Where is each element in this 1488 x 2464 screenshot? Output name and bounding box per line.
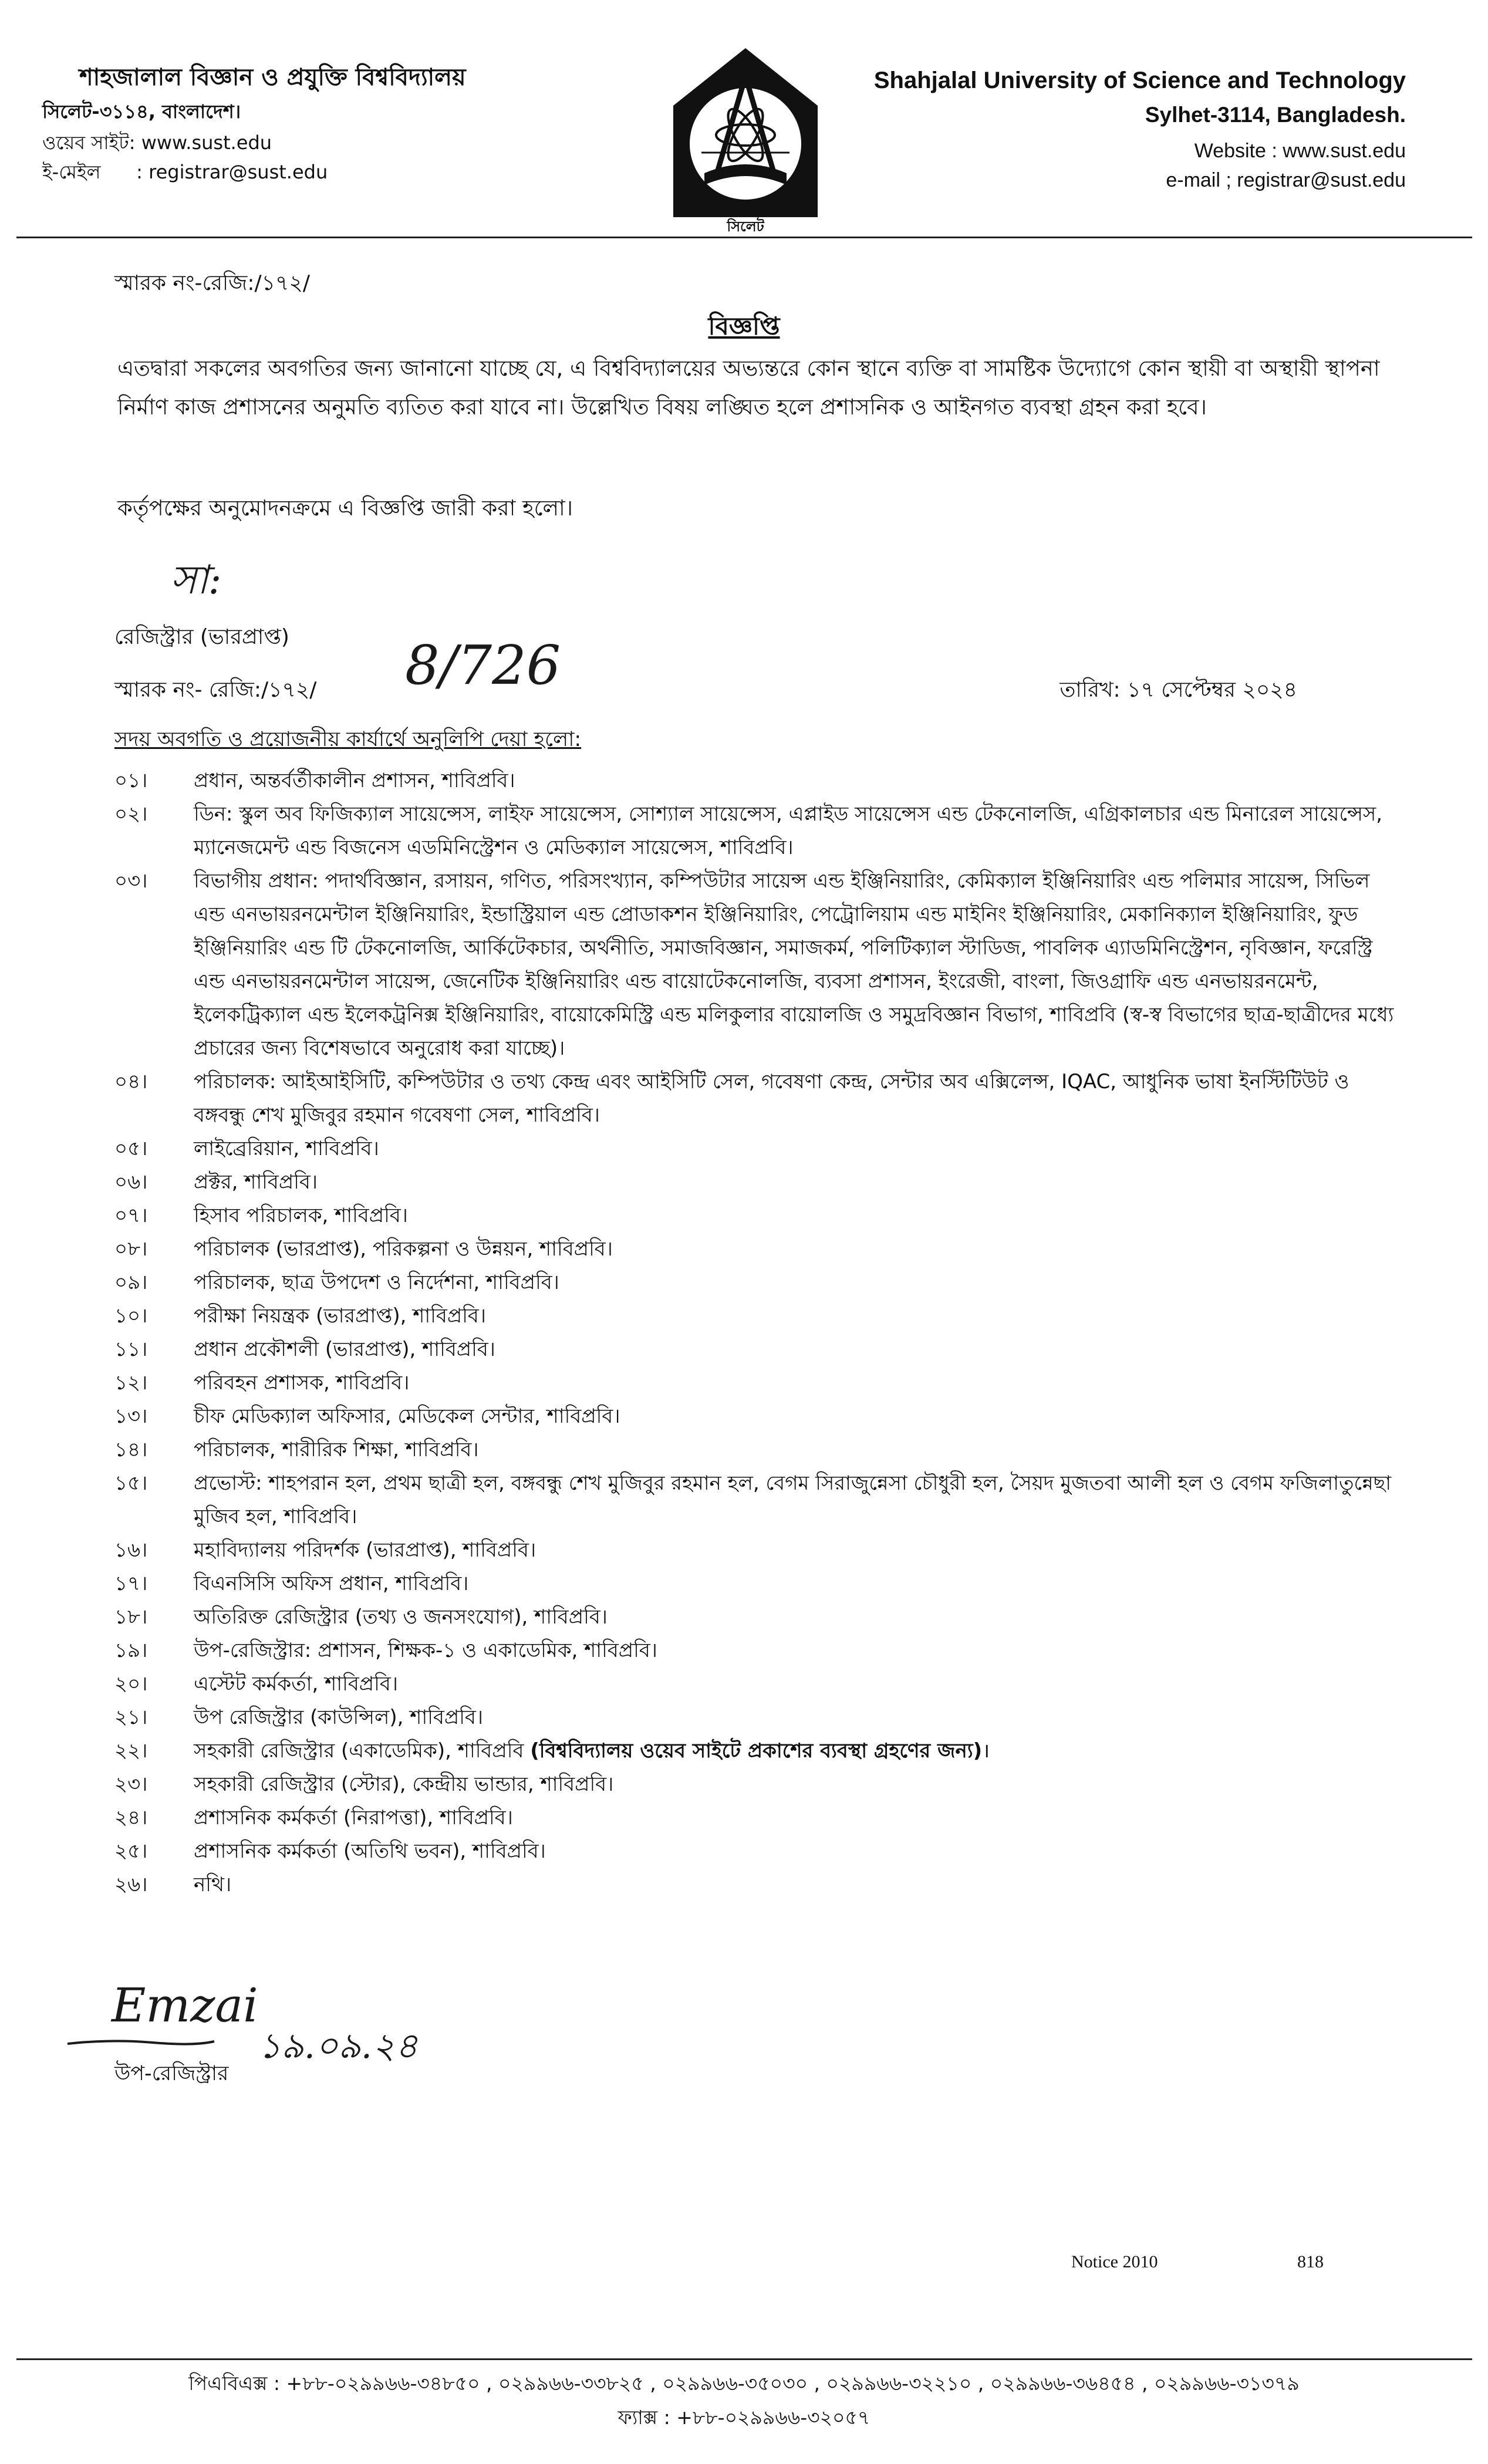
fax-number: ফ্যাক্স : +৮৮-০২৯৯৬৬-৩২০৫৭ (618, 2406, 870, 2429)
list-item: ০৪। পরিচালক: আইআইসিটি, কম্পিউটার ও তথ্য কেন্দ্র এবং আইসিটি সেল, গবেষণা কেন্দ্র, সেন্টার অব এক্সিলেন্স, IQAC, আধুনিক ভাষা ইনস্টিটিউট ও বঙ্গবন্ধু শেখ মুজিবুর রহমান গবেষণা সেল, শাবিপ্রবি। (114, 1070, 1349, 1127)
list-item: ০৬। প্রক্টর, শাবিপ্রবি। (114, 1170, 318, 1194)
list-item: ১৬। মহাবিদ্যালয় পরিদর্শক (ভারপ্রাপ্ত), শাবিপ্রবি। (114, 1538, 537, 1562)
list-item: ১৪। পরিচালক, শারীরিক শিক্ষা, শাবিপ্রবি। (114, 1438, 479, 1461)
email-line-bn (42, 157, 328, 189)
list-item: ১৮। অতিরিক্ত রেজিস্ট্রার (তথ্য ও জনসংযোগ), শাবিপ্রবি। (114, 1605, 608, 1629)
registrar-initial-signature: সা: (170, 557, 222, 603)
list-item: ১৩। চীফ মেডিক্যাল অফিসার, মেডিকেল সেন্টার, শাবিপ্রবি। (114, 1405, 620, 1428)
list-item: ১০। পরীক্ষা নিয়ন্ত্রক (ভারপ্রাপ্ত), শাবিপ্রবি। (114, 1304, 487, 1328)
registrar-designation: রেজিস্ট্রার (ভারপ্রাপ্ত) (114, 625, 289, 649)
deputy-registrar-signature: Emzai (112, 1978, 258, 2033)
page-code: 818 (1297, 2252, 1324, 2271)
list-item: ১২। পরিবহন প্রশাসক, শাবিপ্রবি। (114, 1371, 410, 1395)
email-link-bn[interactable]: : registrar@sust.edu (136, 161, 328, 183)
deputy-registrar-designation: উপ-রেজিস্ট্রার (114, 2062, 229, 2085)
university-name-bn: শাহজালাল বিজ্ঞান ও প্রযুক্তি বিশ্ববিদ্যালয় (79, 64, 466, 91)
list-item: ২৪। প্রশাসনিক কর্মকর্তা (নিরাপত্তা), শাবিপ্রবি। (114, 1806, 513, 1830)
list-item: ০৩। বিভাগীয় প্রধান: পদার্থবিজ্ঞান, রসায়ন, গণিত, পরিসংখ্যান, কম্পিউটার সায়েন্স এন্ড ইঞ্জিনিয়ারিং, কেমিক্যাল ইঞ্জিনিয়ারিং এন্ড পলিমার সায়েন্স, সিভিল এন্ড এনভায়রনমেন্টাল ইঞ্জিনিয়ারিং, ইন্ডাস্ট্রিয়াল এন্ড প্রোডাকশন ইঞ্জিনিয়ারিং, পেট্রোলিয়াম এন্ড মাইনিং ইঞ্জিনিয়ারিং, মেকানিক্যাল ইঞ্জিনিয়ারিং, ফুড ইঞ্জিনিয়ারিং এন্ড টি টেকনোলজি, আর্কিটেকচার, অর্থনীতি, সমাজবিজ্ঞান, সমাজকর্ম, পলিটিক্যাল স্টাডিজ, পাবলিক এ্যাডমিনিস্ট্রেশন, নৃবিজ্ঞান, ফরেস্ট্রি এন্ড এনভায়রনমেন্টাল সায়েন্স, জেনেটিক ইঞ্জিনিয়ারিং এন্ড বায়োটেকনোলজি, ব্যবসা প্রশাসন, ইংরেজী, বাংলা, জিওগ্রাফি এন্ড এনভায়রনমেন্ট, ইলেকট্রিক্যাল এন্ড ইলেকট্রনিক্স ইঞ্জিনিয়ারিং, বায়োকেমিস্ট্রি এন্ড মলিকুলার বায়োলজি ও সমুদ্রবিজ্ঞান বিভাগ, শাবিপ্রবি (স্ব-স্ব বিভাগের ছাত্র-ছাত্রীদের মধ্যে প্রচারের জন্য বিশেষভাবে অনুরোধ করা যাচ্ছে)। (114, 869, 1394, 1060)
pabx-numbers: পিএবিএক্স : +৮৮-০২৯৯৬৬-৩৪৮৫০ , ০২৯৯৬৬-৩৩৮২৫ , ০২৯৯৬৬-৩৫০৩০ , ০২৯৯৬৬-৩২২১০ , ০২৯৯৬৬-৩৬৪৫৪ , ০২৯৯৬৬-৩১৩৭৯ (188, 2372, 1300, 2395)
handwritten-date: ১৯.০৯.২৪ (258, 2026, 418, 2067)
list-item: ১১। প্রধান প্রকৌশলী (ভারপ্রাপ্ত), শাবিপ্রবি। (114, 1338, 495, 1361)
notice-body: এতদ্বারা সকলের অবগতির জন্য জানানো যাচ্ছে যে, এ বিশ্ববিদ্যালয়ের অভ্যন্তরে কোন স্থানে ব্যক্তি বা সামষ্টিক উদ্যোগে কোন স্থায়ী বা অস্থায়ী স্থাপনা নির্মাণ কাজ প্রশাসনের অনুমতি ব্যতিত করা যাবে না। উল্লেখিত বিষয় লঙ্ঘিত হলে প্রশাসনিক ও আইনগত ব্যবস্থা গ্রহন করা হবে। (117, 356, 1380, 420)
cc-list (114, 764, 1394, 1902)
cc-heading: সদয় অবগতি ও প্রয়োজনীয় কার্যার্থে অনুলিপি দেয়া হলো: (114, 728, 582, 751)
list-item: ১৫। প্রভোস্ট: শাহপরান হল, প্রথম ছাত্রী হল, বঙ্গবন্ধু শেখ মুজিবুর রহমান হল, বেগম সিরাজুন্নেসা চৌধুরী হল, সৈয়দ মুজতবা আলী হল ও বেগম ফজিলাতুন্নেছা মুজিব হল, শাবিপ্রবি। (114, 1471, 1392, 1528)
memo-ref-top: স্মারক নং-রেজি:/১৭২/ (114, 271, 310, 295)
list-item: ১৯। উপ-রেজিস্ট্রার: প্রশাসন, শিক্ষক-১ ও একাডেমিক, শাবিপ্রবি। (114, 1639, 657, 1662)
list-item: ২০। এস্টেট কর্মকর্তা, শাবিপ্রবি। (114, 1672, 398, 1696)
handwritten-ref-number: 8/726 (405, 634, 561, 697)
email-en[interactable]: e-mail ; registrar@sust.edu (1166, 169, 1406, 191)
memo-ref-bottom: স্মারক নং- রেজি:/১৭২/ (114, 678, 317, 702)
list-item: ০১। প্রধান, অন্তর্বর্তীকালীন প্রশাসন, শাবিপ্রবি। (114, 769, 515, 792)
list-item: ২২। সহকারী রেজিস্ট্রার (একাডেমিক), শাবিপ্রবি (বিশ্ববিদ্যালয় ওয়েব সাইটে প্রকাশের ব্যবস্থা গ্রহণের জন্য)। (114, 1739, 990, 1763)
website-publish-note: (বিশ্ববিদ্যালয় ওয়েব সাইটে প্রকাশের ব্যবস্থা গ্রহণের জন্য) (530, 1739, 983, 1763)
website-link-bn[interactable]: www.sust.edu (141, 131, 272, 154)
approval-statement: কর্তৃপক্ষের অনুমোদনক্রমে এ বিজ্ঞপ্তি জারী করা হলো। (117, 495, 573, 521)
notice-title: বিজ্ঞপ্তি (708, 312, 780, 340)
list-item: ২৬। নথি। (114, 1873, 232, 1896)
address-en: Sylhet-3114, Bangladesh. (1145, 103, 1406, 127)
list-item: ০৫। লাইব্রেরিয়ান, শাবিপ্রবি। (114, 1137, 379, 1160)
list-item: ০৮। পরিচালক (ভারপ্রাপ্ত), পরিকল্পনা ও উন্নয়ন, শাবিপ্রবি। (114, 1237, 613, 1261)
signature-underline-icon (65, 2037, 217, 2048)
logo-caption: সিলেট (727, 218, 764, 235)
letterhead-divider (16, 237, 1472, 238)
footer-divider (16, 2358, 1472, 2360)
website-en[interactable]: Website : www.sust.edu (1194, 140, 1406, 162)
university-name-en: Shahjalal University of Science and Technology (873, 67, 1406, 93)
list-item: ০৭। হিসাব পরিচালক, শাবিপ্রবি। (114, 1204, 408, 1227)
list-item: ০৯। পরিচালক, ছাত্র উপদেশ ও নির্দেশনা, শাবিপ্রবি। (114, 1271, 559, 1294)
list-item: ২১। উপ রেজিস্ট্রার (কাউন্সিল), শাবিপ্রবি। (114, 1706, 484, 1729)
list-item: ২৩। সহকারী রেজিস্ট্রার (স্টোর), কেন্দ্রীয় ভান্ডার, শাবিপ্রবি। (114, 1773, 614, 1796)
list-item: ২৫। প্রশাসনিক কর্মকর্তা (অতিথি ভবন), শাবিপ্রবি। (114, 1839, 546, 1863)
website-label-bn: ওয়েব সাইট: (42, 131, 136, 154)
address-bn: সিলেট-৩১১৪, বাংলাদেশ। (42, 100, 241, 123)
email-label-bn: ই-মেইল (42, 161, 101, 183)
list-item: ০২। ডিন: স্কুল অব ফিজিক্যাল সায়েন্সেস, লাইফ সায়েন্সেস, সোশ্যাল সায়েন্সেস, এপ্লাইড সায়েন্সেস এন্ড টেকনোলজি, এগ্রিকালচার এন্ড মিনারেল সায়েন্সেস, ম্যানেজমেন্ট এন্ড বিজনেস এডমিনিস্ট্রেশন ও মেডিক্যাল সায়েন্সেস, শাবিপ্রবি। (114, 802, 1383, 859)
logo-emblem-icon (660, 41, 831, 235)
website-line-bn (42, 128, 272, 160)
memo-date: তারিখ: ১৭ সেপ্টেম্বর ২০২৪ (1060, 678, 1297, 702)
notice-code: Notice 2010 (1071, 2252, 1158, 2271)
university-logo (660, 41, 831, 235)
list-item: ১৭। বিএনসিসি অফিস প্রধান, শাবিপ্রবি। (114, 1572, 469, 1595)
